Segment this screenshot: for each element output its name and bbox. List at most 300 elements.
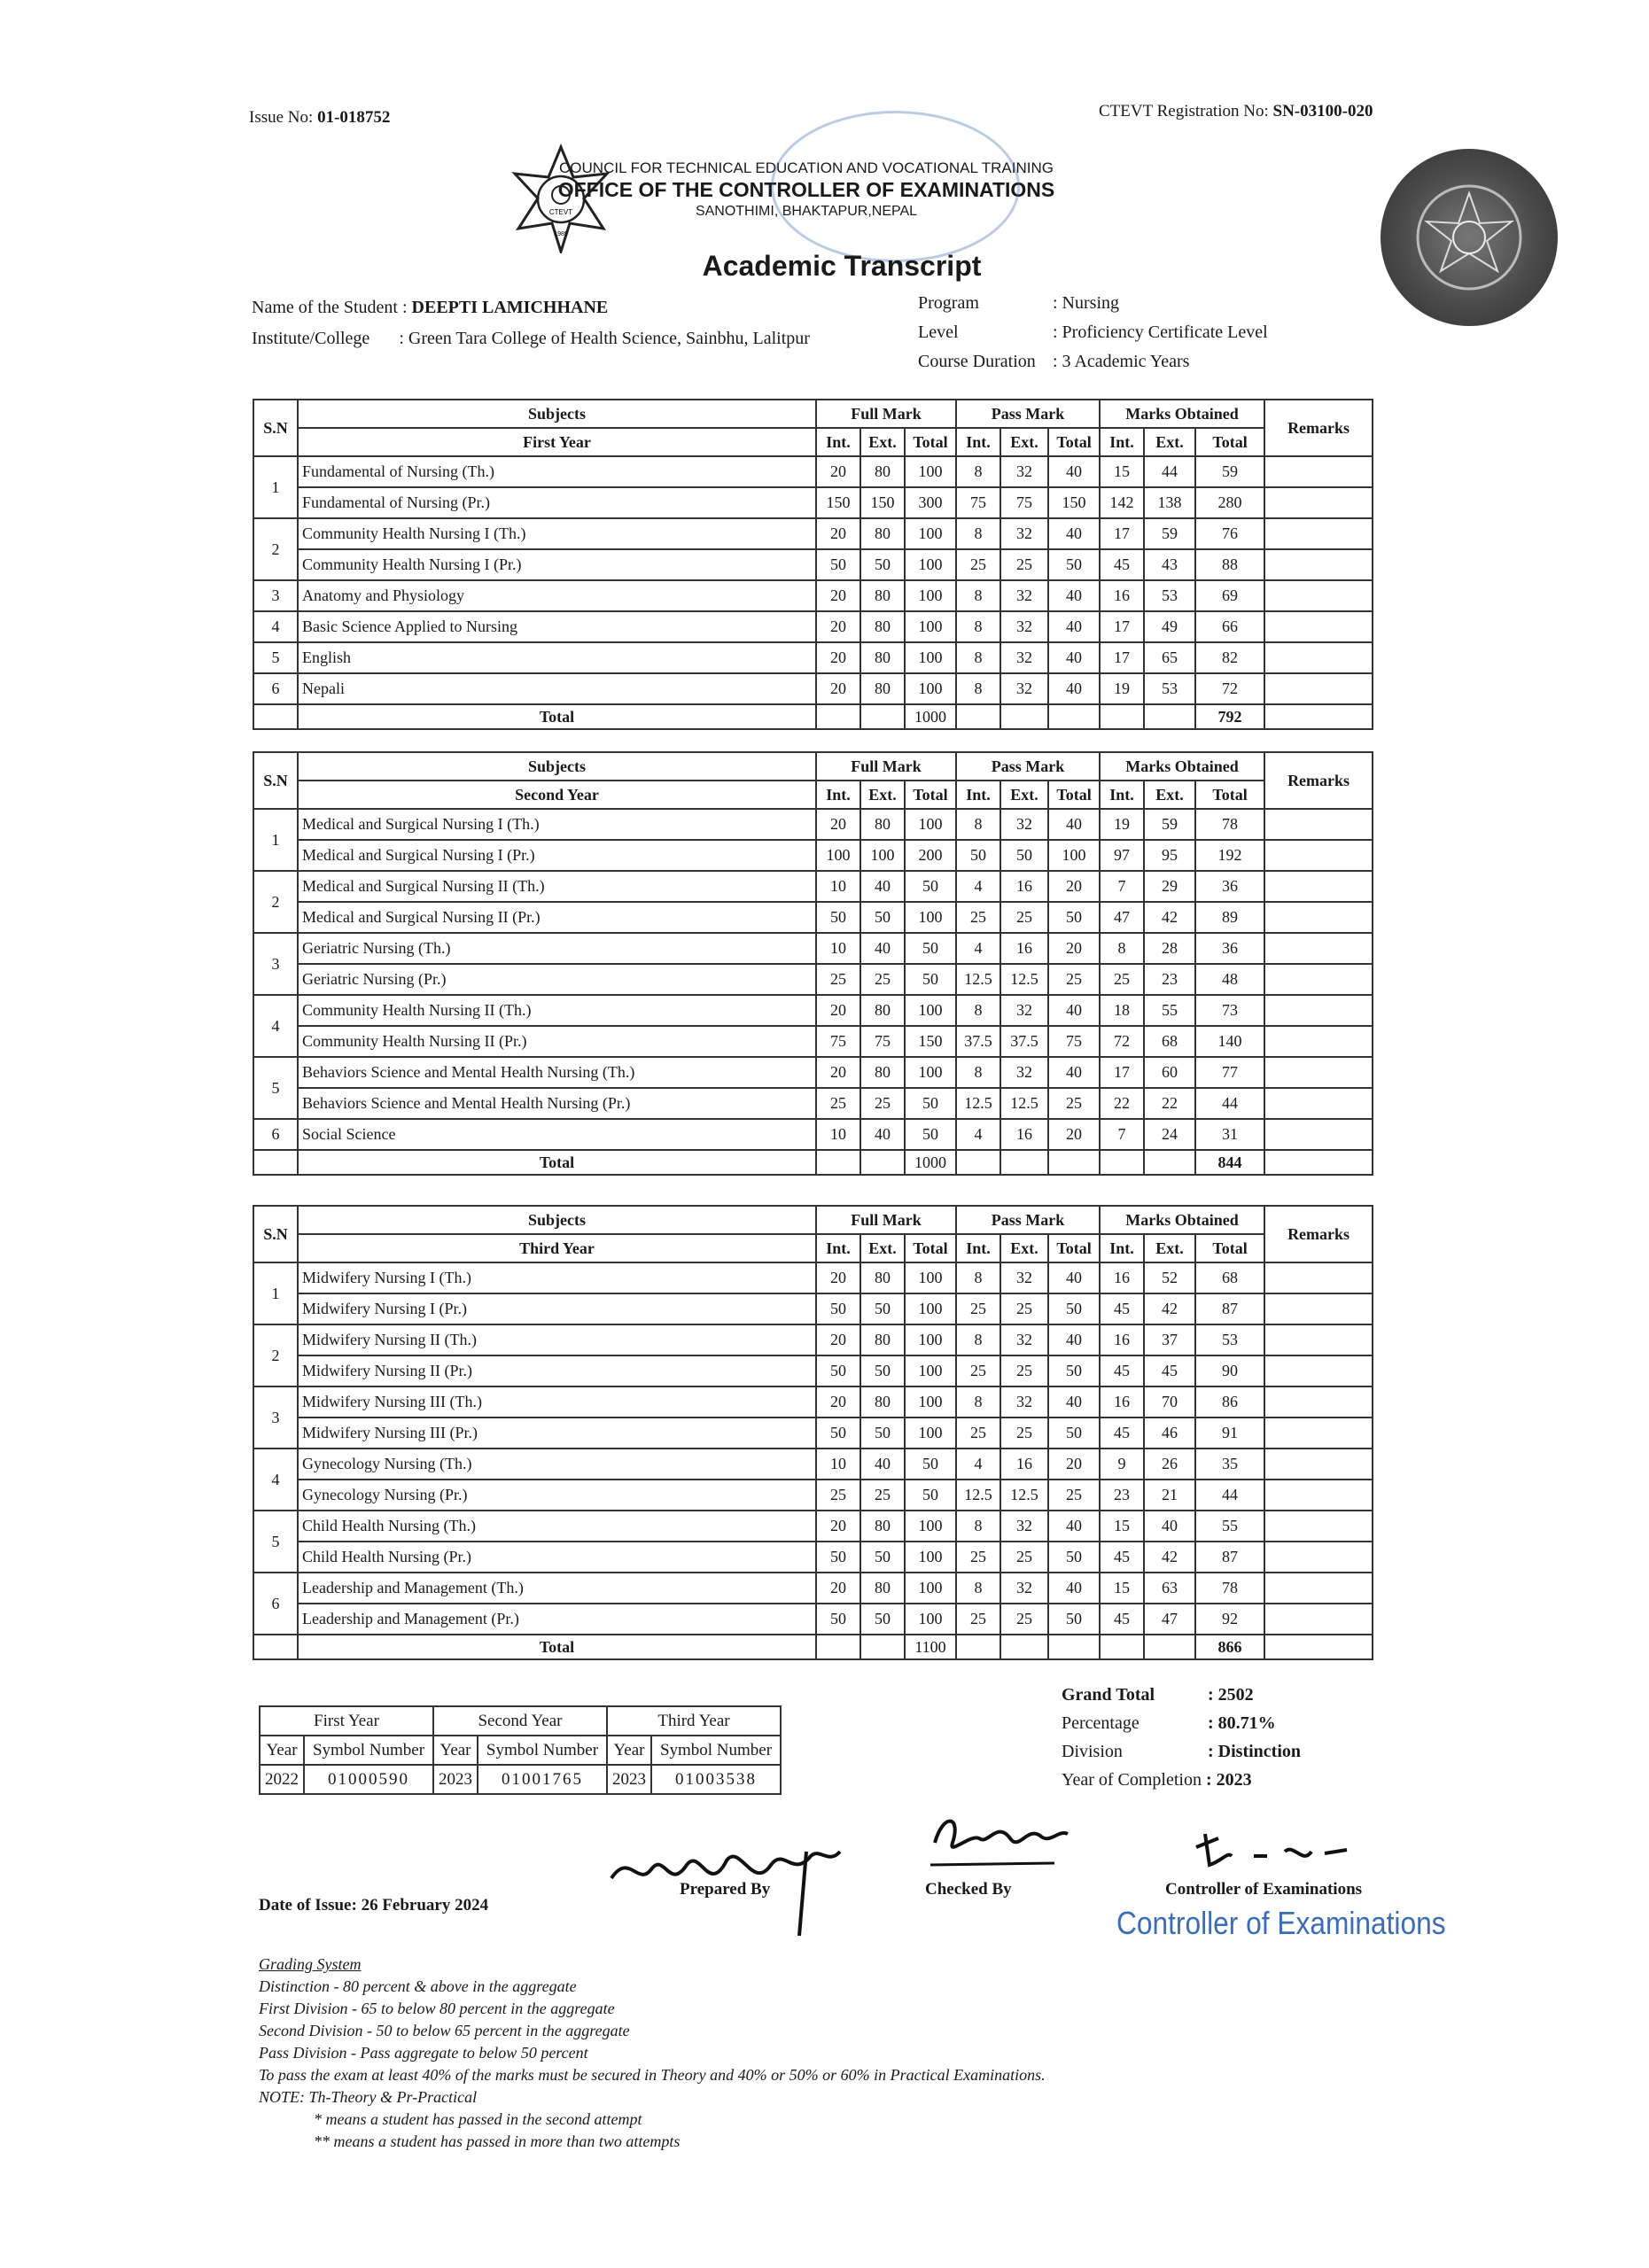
grading-line: NOTE: Th-Theory & Pr-Practical xyxy=(259,2088,478,2106)
mark-value: 8 xyxy=(956,1262,1000,1293)
remarks-header: Remarks xyxy=(1264,1206,1373,1262)
mark-value: 15 xyxy=(1100,1511,1144,1542)
serial-number: 4 xyxy=(253,995,298,1057)
mark-value: 40 xyxy=(1048,1511,1100,1542)
total-label: Total xyxy=(298,1635,816,1659)
remarks-cell xyxy=(1264,1150,1373,1175)
int-header: Int. xyxy=(1100,428,1144,456)
mark-value: 25 xyxy=(956,902,1000,933)
exam-year: 2023 xyxy=(433,1765,478,1794)
subject-name: Midwifery Nursing III (Pr.) xyxy=(298,1418,816,1449)
remarks-cell xyxy=(1264,1449,1373,1480)
mark-value: 17 xyxy=(1100,642,1144,673)
mark-value: 100 xyxy=(905,518,956,549)
remarks-cell xyxy=(1264,487,1373,518)
mark-value: 100 xyxy=(905,809,956,840)
remarks-cell xyxy=(1264,1573,1373,1604)
mark-value: 28 xyxy=(1144,933,1195,964)
remarks-cell xyxy=(1264,518,1373,549)
blank-cell xyxy=(860,1635,905,1659)
svg-text:1989: 1989 xyxy=(554,231,568,237)
int-header: Int. xyxy=(816,781,860,809)
mark-value: 8 xyxy=(956,673,1000,704)
mark-value: 8 xyxy=(956,1573,1000,1604)
mark-value: 25 xyxy=(1000,1604,1048,1635)
mark-value: 20 xyxy=(1048,1449,1100,1480)
mark-value: 40 xyxy=(1048,611,1100,642)
subject-name: Fundamental of Nursing (Th.) xyxy=(298,456,816,487)
mark-value: 31 xyxy=(1195,1119,1264,1150)
subject-name: Medical and Surgical Nursing I (Pr.) xyxy=(298,840,816,871)
mark-value: 32 xyxy=(1000,1324,1048,1355)
mark-value: 40 xyxy=(1144,1511,1195,1542)
subject-row xyxy=(253,487,1373,518)
pass-mark-header: Pass Mark xyxy=(956,1206,1100,1234)
remarks-cell xyxy=(1264,642,1373,673)
subjects-header: Subjects xyxy=(298,1206,816,1234)
remarks-cell xyxy=(1264,933,1373,964)
serial-number: 2 xyxy=(253,518,298,580)
office-name: OFFICE OF THE CONTROLLER OF EXAMINATIONS xyxy=(557,178,1055,201)
mark-value: 50 xyxy=(905,1449,956,1480)
mark-value: 35 xyxy=(1195,1449,1264,1480)
mark-value: 32 xyxy=(1000,1511,1048,1542)
ext-header: Ext. xyxy=(860,781,905,809)
mark-value: 40 xyxy=(1048,673,1100,704)
mark-value: 40 xyxy=(1048,456,1100,487)
marks-obtained-header: Marks Obtained xyxy=(1100,400,1264,428)
mark-value: 100 xyxy=(905,580,956,611)
council-name: COUNCIL FOR TECHNICAL EDUCATION AND VOCATIONAL TRAINING xyxy=(559,159,1054,176)
remarks-header: Remarks xyxy=(1264,752,1373,809)
remarks-cell xyxy=(1264,1026,1373,1057)
mark-value: 87 xyxy=(1195,1293,1264,1324)
remarks-cell xyxy=(1264,1604,1373,1635)
remarks-cell xyxy=(1264,964,1373,995)
remarks-cell xyxy=(1264,1088,1373,1119)
full-mark-header: Full Mark xyxy=(816,1206,956,1234)
mark-value: 100 xyxy=(905,1542,956,1573)
mark-value: 8 xyxy=(956,518,1000,549)
mark-value: 75 xyxy=(860,1026,905,1057)
mark-value: 46 xyxy=(1144,1418,1195,1449)
full-mark-total: 1100 xyxy=(905,1635,956,1659)
mark-value: 50 xyxy=(816,1542,860,1573)
mark-value: 59 xyxy=(1144,809,1195,840)
int-header: Int. xyxy=(816,1234,860,1262)
mark-value: 100 xyxy=(905,1511,956,1542)
subject-row xyxy=(253,673,1373,704)
remarks-cell xyxy=(1264,1418,1373,1449)
serial-number: 2 xyxy=(253,1324,298,1386)
obtained-total: 866 xyxy=(1195,1635,1264,1659)
mark-value: 42 xyxy=(1144,1293,1195,1324)
serial-number: 1 xyxy=(253,809,298,871)
serial-number: 4 xyxy=(253,611,298,642)
mark-value: 50 xyxy=(860,1542,905,1573)
mark-value: 59 xyxy=(1144,518,1195,549)
total-header: Total xyxy=(905,781,956,809)
mark-value: 100 xyxy=(905,1604,956,1635)
mark-value: 12.5 xyxy=(956,1480,1000,1511)
subject-row xyxy=(253,1511,1373,1542)
mark-value: 20 xyxy=(1048,933,1100,964)
mark-value: 50 xyxy=(1048,1355,1100,1386)
subject-row xyxy=(253,549,1373,580)
mark-value: 280 xyxy=(1195,487,1264,518)
subjects-header: Subjects xyxy=(298,400,816,428)
mark-value: 80 xyxy=(860,1057,905,1088)
subject-row xyxy=(253,964,1373,995)
blank-cell xyxy=(816,704,860,729)
mark-value: 40 xyxy=(1048,1573,1100,1604)
year-heading: Third Year xyxy=(298,1234,816,1262)
mark-value: 17 xyxy=(1100,611,1144,642)
mark-value: 25 xyxy=(1048,1088,1100,1119)
mark-value: 78 xyxy=(1195,809,1264,840)
subject-name: Midwifery Nursing III (Th.) xyxy=(298,1386,816,1418)
mark-value: 20 xyxy=(816,1262,860,1293)
subject-name: Midwifery Nursing I (Pr.) xyxy=(298,1293,816,1324)
mark-value: 20 xyxy=(816,1324,860,1355)
subject-name: Child Health Nursing (Th.) xyxy=(298,1511,816,1542)
subject-name: Geriatric Nursing (Th.) xyxy=(298,933,816,964)
mark-value: 12.5 xyxy=(1000,1088,1048,1119)
mark-value: 12.5 xyxy=(1000,1480,1048,1511)
int-header: Int. xyxy=(816,428,860,456)
symbol-header: Symbol Number xyxy=(651,1736,781,1765)
svg-text:CTEVT: CTEVT xyxy=(548,208,573,216)
subject-row xyxy=(253,1573,1373,1604)
mark-value: 82 xyxy=(1195,642,1264,673)
total-header: Total xyxy=(1048,1234,1100,1262)
registration-number: CTEVT Registration No: SN-03100-020 xyxy=(1099,102,1373,120)
mark-value: 25 xyxy=(956,549,1000,580)
mark-value: 150 xyxy=(860,487,905,518)
ext-header: Ext. xyxy=(1144,1234,1195,1262)
mark-value: 20 xyxy=(816,995,860,1026)
mark-value: 50 xyxy=(1048,549,1100,580)
mark-value: 48 xyxy=(1195,964,1264,995)
mark-value: 100 xyxy=(905,1293,956,1324)
total-header: Total xyxy=(905,428,956,456)
mark-value: 24 xyxy=(1144,1119,1195,1150)
remarks-header: Remarks xyxy=(1264,400,1373,456)
serial-number: 5 xyxy=(253,1057,298,1119)
mark-value: 80 xyxy=(860,580,905,611)
mark-value: 40 xyxy=(1048,1262,1100,1293)
mark-value: 66 xyxy=(1195,611,1264,642)
mark-value: 8 xyxy=(956,809,1000,840)
subject-name: Medical and Surgical Nursing II (Pr.) xyxy=(298,902,816,933)
mark-value: 42 xyxy=(1144,902,1195,933)
mark-value: 25 xyxy=(1048,1480,1100,1511)
symbol-heading: Second Year xyxy=(433,1706,607,1736)
mark-value: 25 xyxy=(816,1480,860,1511)
mark-value: 50 xyxy=(905,933,956,964)
mark-value: 44 xyxy=(1195,1480,1264,1511)
subject-name: Nepali xyxy=(298,673,816,704)
mark-value: 50 xyxy=(905,1088,956,1119)
mark-value: 91 xyxy=(1195,1418,1264,1449)
mark-value: 8 xyxy=(956,580,1000,611)
subject-row xyxy=(253,642,1373,673)
serial-number: 3 xyxy=(253,1386,298,1449)
remarks-cell xyxy=(1264,704,1373,729)
mark-value: 25 xyxy=(860,1088,905,1119)
mark-value: 20 xyxy=(816,1057,860,1088)
year-of-completion: : 2023 xyxy=(1205,1770,1252,1790)
controller-stamp: Controller of Examinations xyxy=(1116,1905,1446,1941)
mark-value: 150 xyxy=(905,1026,956,1057)
remarks-cell xyxy=(1264,549,1373,580)
mark-value: 142 xyxy=(1100,487,1144,518)
mark-value: 80 xyxy=(860,1511,905,1542)
subject-name: Child Health Nursing (Pr.) xyxy=(298,1542,816,1573)
mark-value: 10 xyxy=(816,933,860,964)
full-mark-total: 1000 xyxy=(905,704,956,729)
subject-name: Anatomy and Physiology xyxy=(298,580,816,611)
mark-value: 37.5 xyxy=(1000,1026,1048,1057)
full-mark-header: Full Mark xyxy=(816,752,956,781)
mark-value: 8 xyxy=(956,1511,1000,1542)
mark-value: 4 xyxy=(956,933,1000,964)
mark-value: 100 xyxy=(905,1262,956,1293)
mark-value: 86 xyxy=(1195,1386,1264,1418)
remarks-cell xyxy=(1264,1511,1373,1542)
mark-value: 4 xyxy=(956,871,1000,902)
mark-value: 16 xyxy=(1000,1119,1048,1150)
blank-cell xyxy=(1144,704,1195,729)
blank-cell xyxy=(956,1635,1000,1659)
remarks-cell xyxy=(1264,840,1373,871)
mark-value: 32 xyxy=(1000,1057,1048,1088)
mark-value: 20 xyxy=(816,518,860,549)
mark-value: 25 xyxy=(816,1088,860,1119)
subject-name: Midwifery Nursing II (Th.) xyxy=(298,1324,816,1355)
mark-value: 20 xyxy=(816,673,860,704)
mark-value: 80 xyxy=(860,1324,905,1355)
subject-name: Fundamental of Nursing (Pr.) xyxy=(298,487,816,518)
mark-value: 25 xyxy=(956,1418,1000,1449)
mark-value: 40 xyxy=(1048,518,1100,549)
total-header: Total xyxy=(905,1234,956,1262)
ext-header: Ext. xyxy=(860,1234,905,1262)
int-header: Int. xyxy=(1100,781,1144,809)
mark-value: 32 xyxy=(1000,673,1048,704)
mark-value: 12.5 xyxy=(956,964,1000,995)
mark-value: 50 xyxy=(1048,1293,1100,1324)
mark-value: 100 xyxy=(905,673,956,704)
mark-value: 20 xyxy=(1048,1119,1100,1150)
mark-value: 45 xyxy=(1100,1418,1144,1449)
program-info: Program : Nursing Level : Proficiency Certificate Level Course Duration : 3 Academic Years xyxy=(918,293,1268,371)
mark-value: 20 xyxy=(816,1573,860,1604)
mark-value: 100 xyxy=(905,1057,956,1088)
mark-value: 69 xyxy=(1195,580,1264,611)
mark-value: 45 xyxy=(1100,1355,1144,1386)
percentage: : 80.71% xyxy=(1208,1713,1276,1733)
mark-value: 36 xyxy=(1195,871,1264,902)
mark-value: 100 xyxy=(905,1386,956,1418)
mark-value: 43 xyxy=(1144,549,1195,580)
mark-value: 40 xyxy=(1048,1386,1100,1418)
mark-value: 49 xyxy=(1144,611,1195,642)
year-heading: Second Year xyxy=(298,781,816,809)
subject-row xyxy=(253,1057,1373,1088)
subject-row xyxy=(253,1355,1373,1386)
subject-row xyxy=(253,518,1373,549)
mark-value: 7 xyxy=(1100,1119,1144,1150)
blank-cell xyxy=(253,1635,298,1659)
mark-value: 10 xyxy=(816,1449,860,1480)
mark-value: 53 xyxy=(1144,673,1195,704)
mark-value: 32 xyxy=(1000,1262,1048,1293)
subject-row xyxy=(253,840,1373,871)
mark-value: 32 xyxy=(1000,995,1048,1026)
mark-value: 20 xyxy=(816,456,860,487)
mark-value: 300 xyxy=(905,487,956,518)
office-seal-stamp xyxy=(771,111,1020,262)
mark-value: 10 xyxy=(816,1119,860,1150)
result-summary: Grand Total : 2502 Percentage : 80.71% Division : Distinction Year of Completion : 2023 xyxy=(1062,1685,1301,1790)
mark-value: 50 xyxy=(1000,840,1048,871)
subject-name: Basic Science Applied to Nursing xyxy=(298,611,816,642)
mark-value: 25 xyxy=(956,1355,1000,1386)
mark-value: 72 xyxy=(1100,1026,1144,1057)
mark-value: 63 xyxy=(1144,1573,1195,1604)
mark-value: 40 xyxy=(1048,580,1100,611)
mark-value: 25 xyxy=(1000,1542,1048,1573)
subject-row xyxy=(253,1418,1373,1449)
student-name: DEEPTI LAMICHHANE xyxy=(411,298,609,317)
remarks-cell xyxy=(1264,1542,1373,1573)
mark-value: 32 xyxy=(1000,1573,1048,1604)
blank-cell xyxy=(816,1635,860,1659)
subject-row xyxy=(253,456,1373,487)
serial-number: 3 xyxy=(253,580,298,611)
institute-row: Institute/College : Green Tara College of Health Science, Sainbhu, Lalitpur xyxy=(252,329,810,348)
mark-value: 65 xyxy=(1144,642,1195,673)
mark-value: 88 xyxy=(1195,549,1264,580)
controller-label: Controller of Examinations xyxy=(1165,1880,1363,1899)
mark-value: 16 xyxy=(1100,1386,1144,1418)
mark-value: 20 xyxy=(1048,871,1100,902)
mark-value: 75 xyxy=(956,487,1000,518)
mark-value: 100 xyxy=(1048,840,1100,871)
mark-value: 16 xyxy=(1000,933,1048,964)
mark-value: 16 xyxy=(1100,1324,1144,1355)
remarks-cell xyxy=(1264,1057,1373,1088)
subject-name: Community Health Nursing I (Th.) xyxy=(298,518,816,549)
mark-value: 16 xyxy=(1100,1262,1144,1293)
remarks-cell xyxy=(1264,809,1373,840)
mark-value: 44 xyxy=(1144,456,1195,487)
serial-number: 1 xyxy=(253,456,298,518)
mark-value: 25 xyxy=(956,1604,1000,1635)
subject-row xyxy=(253,1542,1373,1573)
obtained-total: 844 xyxy=(1195,1150,1264,1175)
mark-value: 19 xyxy=(1100,809,1144,840)
symbol-number-table xyxy=(259,1705,782,1795)
remarks-cell xyxy=(1264,902,1373,933)
mark-value: 80 xyxy=(860,642,905,673)
mark-value: 50 xyxy=(1048,1542,1100,1573)
serial-number: 4 xyxy=(253,1449,298,1511)
mark-value: 80 xyxy=(860,518,905,549)
mark-value: 52 xyxy=(1144,1262,1195,1293)
mark-value: 50 xyxy=(905,871,956,902)
mark-value: 12.5 xyxy=(956,1088,1000,1119)
mark-value: 45 xyxy=(1100,1542,1144,1573)
mark-value: 100 xyxy=(905,1355,956,1386)
blank-cell xyxy=(860,1150,905,1175)
mark-value: 50 xyxy=(816,1355,860,1386)
mark-value: 50 xyxy=(905,1480,956,1511)
blank-cell xyxy=(253,1150,298,1175)
mark-value: 8 xyxy=(956,1324,1000,1355)
mark-value: 8 xyxy=(956,611,1000,642)
mark-value: 22 xyxy=(1100,1088,1144,1119)
controller-signature xyxy=(1178,1825,1356,1878)
mark-value: 25 xyxy=(1000,549,1048,580)
division: : Distinction xyxy=(1208,1742,1301,1761)
mark-value: 25 xyxy=(860,1480,905,1511)
mark-value: 100 xyxy=(905,549,956,580)
symbol-number: 01000590 xyxy=(304,1765,433,1794)
mark-value: 92 xyxy=(1195,1604,1264,1635)
mark-value: 25 xyxy=(956,1542,1000,1573)
subject-name: Gynecology Nursing (Th.) xyxy=(298,1449,816,1480)
blank-cell xyxy=(816,1150,860,1175)
blank-cell xyxy=(1048,1635,1100,1659)
mark-value: 55 xyxy=(1195,1511,1264,1542)
mark-value: 32 xyxy=(1000,456,1048,487)
serial-number: 6 xyxy=(253,1119,298,1150)
mark-value: 25 xyxy=(816,964,860,995)
mark-value: 32 xyxy=(1000,611,1048,642)
serial-number: 2 xyxy=(253,871,298,933)
mark-value: 45 xyxy=(1144,1355,1195,1386)
mark-value: 45 xyxy=(1100,1604,1144,1635)
serial-number: 5 xyxy=(253,642,298,673)
mark-value: 80 xyxy=(860,1573,905,1604)
marks-obtained-header: Marks Obtained xyxy=(1100,752,1264,781)
mark-value: 47 xyxy=(1144,1604,1195,1635)
mark-value: 50 xyxy=(1048,1604,1100,1635)
mark-value: 100 xyxy=(905,642,956,673)
subject-row xyxy=(253,902,1373,933)
mark-value: 50 xyxy=(816,1604,860,1635)
mark-value: 15 xyxy=(1100,456,1144,487)
mark-value: 76 xyxy=(1195,518,1264,549)
grading-line: To pass the exam at least 40% of the marks must be secured in Theory and 40% or 50% or 60% in Practical Examinations. xyxy=(259,2066,1046,2084)
serial-number: 6 xyxy=(253,1573,298,1635)
subject-name: Social Science xyxy=(298,1119,816,1150)
mark-value: 19 xyxy=(1100,673,1144,704)
mark-value: 200 xyxy=(905,840,956,871)
int-header: Int. xyxy=(956,428,1000,456)
mark-value: 100 xyxy=(905,1573,956,1604)
mark-value: 72 xyxy=(1195,673,1264,704)
mark-value: 80 xyxy=(860,673,905,704)
mark-value: 40 xyxy=(860,871,905,902)
subject-name: Leadership and Management (Th.) xyxy=(298,1573,816,1604)
mark-value: 50 xyxy=(860,549,905,580)
subject-name: Behaviors Science and Mental Health Nursing (Pr.) xyxy=(298,1088,816,1119)
symbol-heading: First Year xyxy=(260,1706,433,1736)
subject-row xyxy=(253,933,1373,964)
